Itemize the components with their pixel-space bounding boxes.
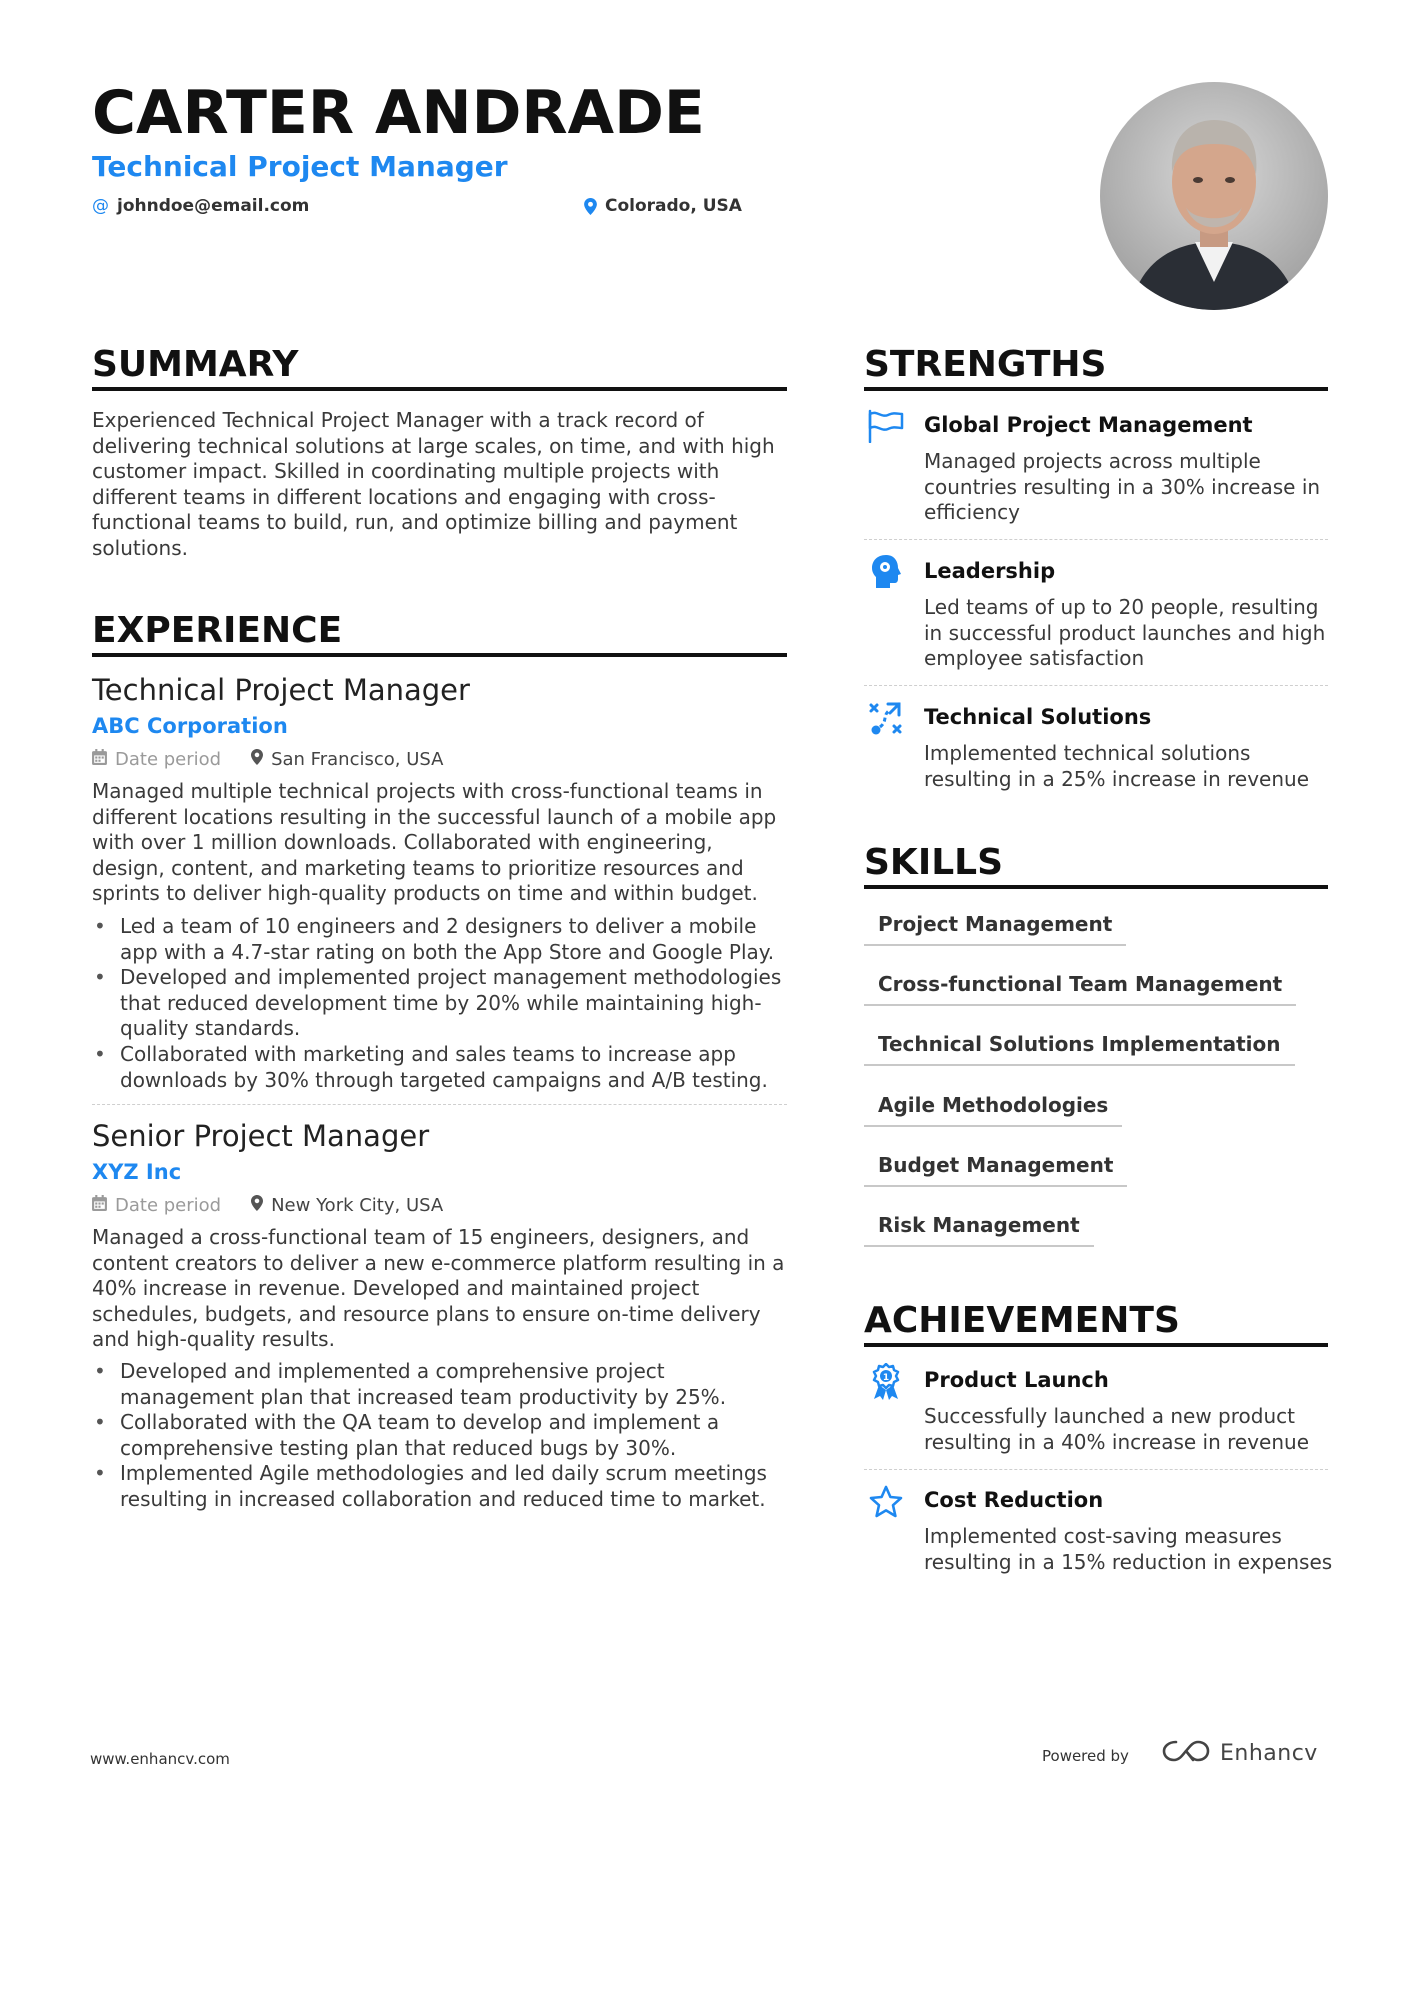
skill-tag: Project Management	[864, 912, 1126, 946]
summary-text: Experienced Technical Project Manager with a track record of delivering technical solutions at large scales, on time, and with high customer impact. Skilled in coordinating multiple projects with different teams in different locations and engaging with cross-functional teams to build, run, and optimize billing and payment solutions.	[92, 408, 775, 560]
job-description: Managed a cross-functional team of 15 engineers, designers, and content creators to deliver a new e-commerce platform resulting in a 40% increase in revenue. Developed and maintained project schedules, budgets, and resource plans to ensure on-time delivery and high-quality results.	[92, 1225, 785, 1352]
brand-name: Enhancv	[1220, 1741, 1318, 1766]
strength-title: Global Project Management	[924, 413, 1253, 437]
job-meta	[92, 749, 443, 770]
job-company: XYZ Inc	[92, 1160, 182, 1184]
summary-heading: SUMMARY	[92, 344, 787, 391]
profile-photo	[1100, 82, 1328, 310]
skills-heading: SKILLS	[864, 842, 1328, 889]
job-company: ABC Corporation	[92, 714, 288, 738]
strength-desc: Implemented technical solutions resulting in a 25% increase in revenue	[924, 741, 1310, 791]
footer-url[interactable]: www.enhancv.com	[90, 1750, 230, 1768]
job-date: Date period	[92, 1195, 221, 1216]
job-date: Date period	[92, 749, 221, 770]
at-icon: @	[92, 196, 109, 216]
divider	[864, 685, 1328, 686]
job-description: Managed multiple technical projects with cross-functional teams in different locations resulting in the successful launch of a mobile app with over 1 million downloads. Collaborated with engineering, design, content, and marketing teams to prioritize resources and sprints to deliver high-quality products on time and within budget.	[92, 779, 777, 906]
strength-title: Technical Solutions	[924, 705, 1152, 729]
list-item: • Developed and implemented project management methodologies that reduced development time by 20% while maintaining high-quality standards.	[92, 965, 787, 1042]
achievement-desc: Implemented cost-saving measures resulting in a 15% reduction in expenses	[924, 1524, 1333, 1574]
job-bullets	[92, 1359, 787, 1513]
skill-tag: Technical Solutions Implementation	[864, 1032, 1295, 1066]
list-item: • Developed and implemented a comprehensive project management plan that increased team productivity by 25%.	[92, 1359, 787, 1410]
job-role: Senior Project Manager	[92, 1119, 430, 1153]
location-text: Colorado, USA	[605, 196, 742, 216]
calendar-icon	[92, 749, 107, 770]
list-item: • Led a team of 10 engineers and 2 designers to deliver a mobile app with a 4.7-star rating on both the App Store and Google Play.	[92, 914, 787, 965]
strengths-heading: STRENGTHS	[864, 344, 1328, 391]
achievement-desc: Successfully launched a new product resulting in a 40% increase in revenue	[924, 1404, 1310, 1454]
strategy-icon	[866, 699, 906, 739]
flag-icon	[866, 406, 906, 446]
skill-tag: Cross-functional Team Management	[864, 972, 1296, 1006]
map-pin-icon	[251, 1195, 263, 1216]
calendar-icon	[92, 1195, 107, 1216]
list-item: • Collaborated with the QA team to develop and implement a comprehensive testing plan that reduced bugs by 30%.	[92, 1410, 787, 1461]
experience-heading: EXPERIENCE	[92, 610, 787, 657]
contact-location	[584, 196, 742, 216]
email-text: johndoe@email.com	[117, 196, 310, 216]
job-location: San Francisco, USA	[251, 749, 443, 770]
strength-desc: Managed projects across multiple countries resulting in a 30% increase in efficiency	[924, 449, 1321, 525]
skill-tag: Budget Management	[864, 1153, 1127, 1187]
powered-by-label: Powered by	[1042, 1747, 1129, 1765]
divider	[92, 1104, 787, 1105]
candidate-name: CARTER ANDRADE	[92, 78, 705, 148]
skill-tag: Agile Methodologies	[864, 1093, 1122, 1127]
map-pin-icon	[584, 198, 597, 215]
enhancv-logo-icon	[1162, 1738, 1210, 1769]
contact-email[interactable]	[92, 196, 309, 216]
star-icon	[866, 1482, 906, 1522]
job-role: Technical Project Manager	[92, 673, 470, 707]
svg-text:1: 1	[882, 1373, 890, 1383]
divider	[864, 539, 1328, 540]
divider	[864, 1469, 1328, 1470]
achievement-title: Cost Reduction	[924, 1488, 1104, 1512]
achievement-title: Product Launch	[924, 1368, 1109, 1392]
achievements-heading: ACHIEVEMENTS	[864, 1300, 1328, 1347]
skill-tag: Risk Management	[864, 1213, 1094, 1247]
list-item: • Implemented Agile methodologies and led daily scrum meetings resulting in increased collaboration and reduced time to market.	[92, 1461, 787, 1512]
job-location: New York City, USA	[251, 1195, 443, 1216]
strength-desc: Led teams of up to 20 people, resulting in successful product launches and high employee satisfaction	[924, 595, 1326, 671]
list-item: • Collaborated with marketing and sales teams to increase app downloads by 30% through targeted campaigns and A/B testing.	[92, 1042, 787, 1093]
job-meta	[92, 1195, 443, 1216]
map-pin-icon	[251, 749, 263, 770]
award-ribbon-icon	[866, 1362, 906, 1402]
brand-logo[interactable]	[1162, 1738, 1318, 1769]
job-bullets	[92, 914, 787, 1093]
strength-title: Leadership	[924, 559, 1056, 583]
candidate-title: Technical Project Manager	[92, 150, 508, 183]
head-brain-icon	[866, 552, 906, 592]
